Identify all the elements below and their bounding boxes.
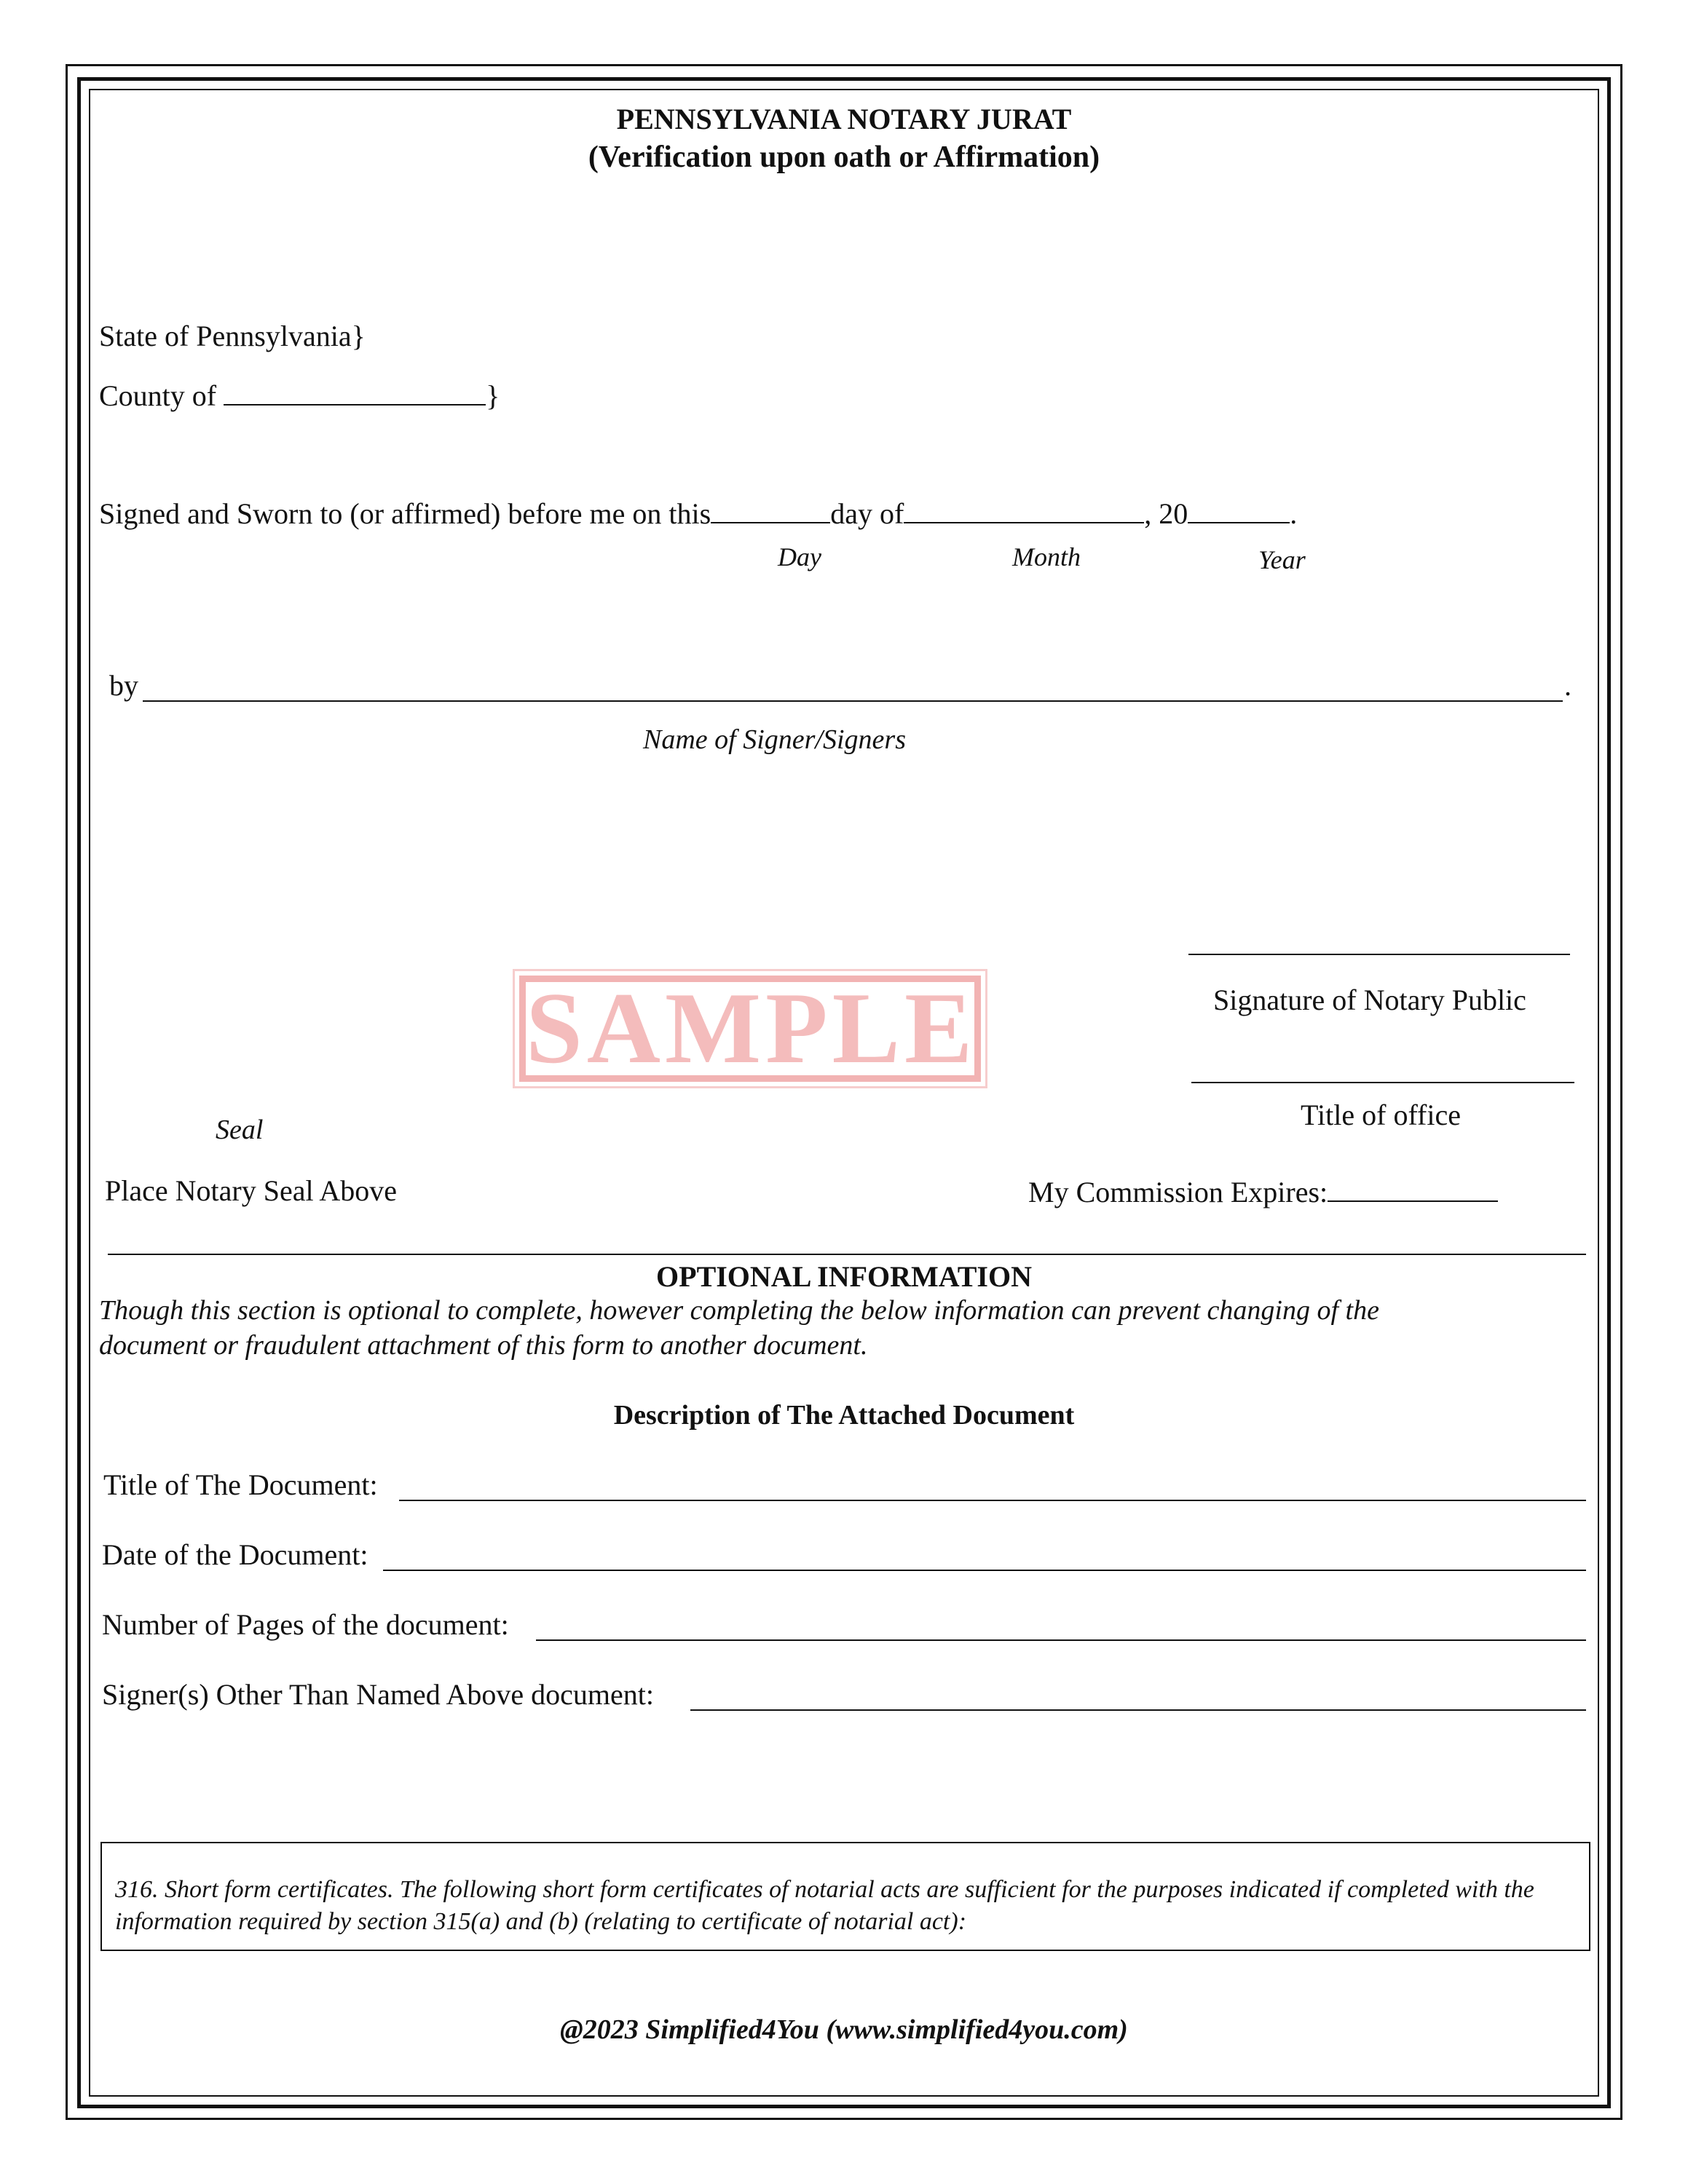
notary-signature-field[interactable] — [1188, 954, 1570, 955]
day-of-text: day of — [830, 497, 904, 530]
optional-intro-line-1: Though this section is optional to complete, however completing the below information can prevent changing of the — [99, 1295, 1379, 1326]
field-label-date: Date of the Document: — [102, 1538, 368, 1571]
document-subtitle: (Verification upon oath or Affirmation) — [588, 141, 1100, 174]
optional-intro-line-2: document or fraudulent attachment of this form to another document. — [99, 1330, 868, 1361]
signer-name-field[interactable] — [143, 700, 1563, 702]
field-date-of-document[interactable] — [383, 1570, 1586, 1571]
document-title: PENNSYLVANIA NOTARY JURAT — [616, 103, 1072, 135]
sworn-period: . — [1290, 497, 1298, 530]
county-field[interactable] — [224, 400, 486, 405]
short-form-note-box — [100, 1842, 1590, 1951]
field-label-title: Title of The Document: — [103, 1468, 378, 1501]
county-label: County of — [99, 379, 217, 412]
month-field[interactable] — [904, 518, 1144, 523]
field-label-other-signers: Signer(s) Other Than Named Above document: — [102, 1678, 654, 1711]
field-number-of-pages[interactable] — [536, 1639, 1586, 1641]
place-seal-label: Place Notary Seal Above — [105, 1174, 397, 1207]
year-prefix: , 20 — [1144, 497, 1188, 530]
sworn-line — [99, 496, 1297, 531]
notary-signature-caption: Signature of Notary Public — [1213, 984, 1526, 1016]
title-of-office-field[interactable] — [1191, 1082, 1574, 1083]
caption-signer-name: Name of Signer/Signers — [643, 724, 906, 755]
sworn-text: Signed and Sworn to (or affirmed) before me on this — [99, 497, 711, 530]
sample-watermark-stamp: SAMPLE — [519, 976, 981, 1082]
description-heading: Description of The Attached Document — [613, 1400, 1075, 1431]
seal-label: Seal — [216, 1115, 264, 1145]
short-form-note-text: 316. Short form certificates. The following short form certificates of notarial acts are sufficient for the purposes indicated if completed with the information required by section 315(a) and (b) (relating to certificate of notarial act): — [115, 1876, 1534, 1935]
field-title-of-document[interactable] — [399, 1500, 1586, 1501]
signer-period: . — [1564, 669, 1571, 702]
signer-by: by — [109, 669, 138, 702]
field-other-signers[interactable] — [690, 1709, 1586, 1711]
footer-copyright: @2023 Simplified4You (www.simplified4you.com) — [560, 2014, 1128, 2045]
year-field[interactable] — [1188, 518, 1290, 523]
title-of-office-caption: Title of office — [1301, 1099, 1461, 1131]
optional-heading: OPTIONAL INFORMATION — [656, 1260, 1032, 1293]
field-label-pages: Number of Pages of the document: — [102, 1608, 509, 1641]
state-line: State of Pennsylvania} — [99, 320, 366, 352]
commission-line — [1028, 1175, 1498, 1209]
caption-year: Year — [1258, 545, 1306, 574]
day-field[interactable] — [711, 518, 830, 523]
county-brace: } — [486, 379, 500, 412]
commission-label: My Commission Expires: — [1028, 1176, 1328, 1208]
section-divider — [108, 1254, 1586, 1255]
county-line — [99, 379, 500, 413]
caption-day: Day — [778, 542, 821, 571]
caption-month: Month — [1012, 542, 1081, 571]
commission-expires-field[interactable] — [1328, 1196, 1498, 1202]
